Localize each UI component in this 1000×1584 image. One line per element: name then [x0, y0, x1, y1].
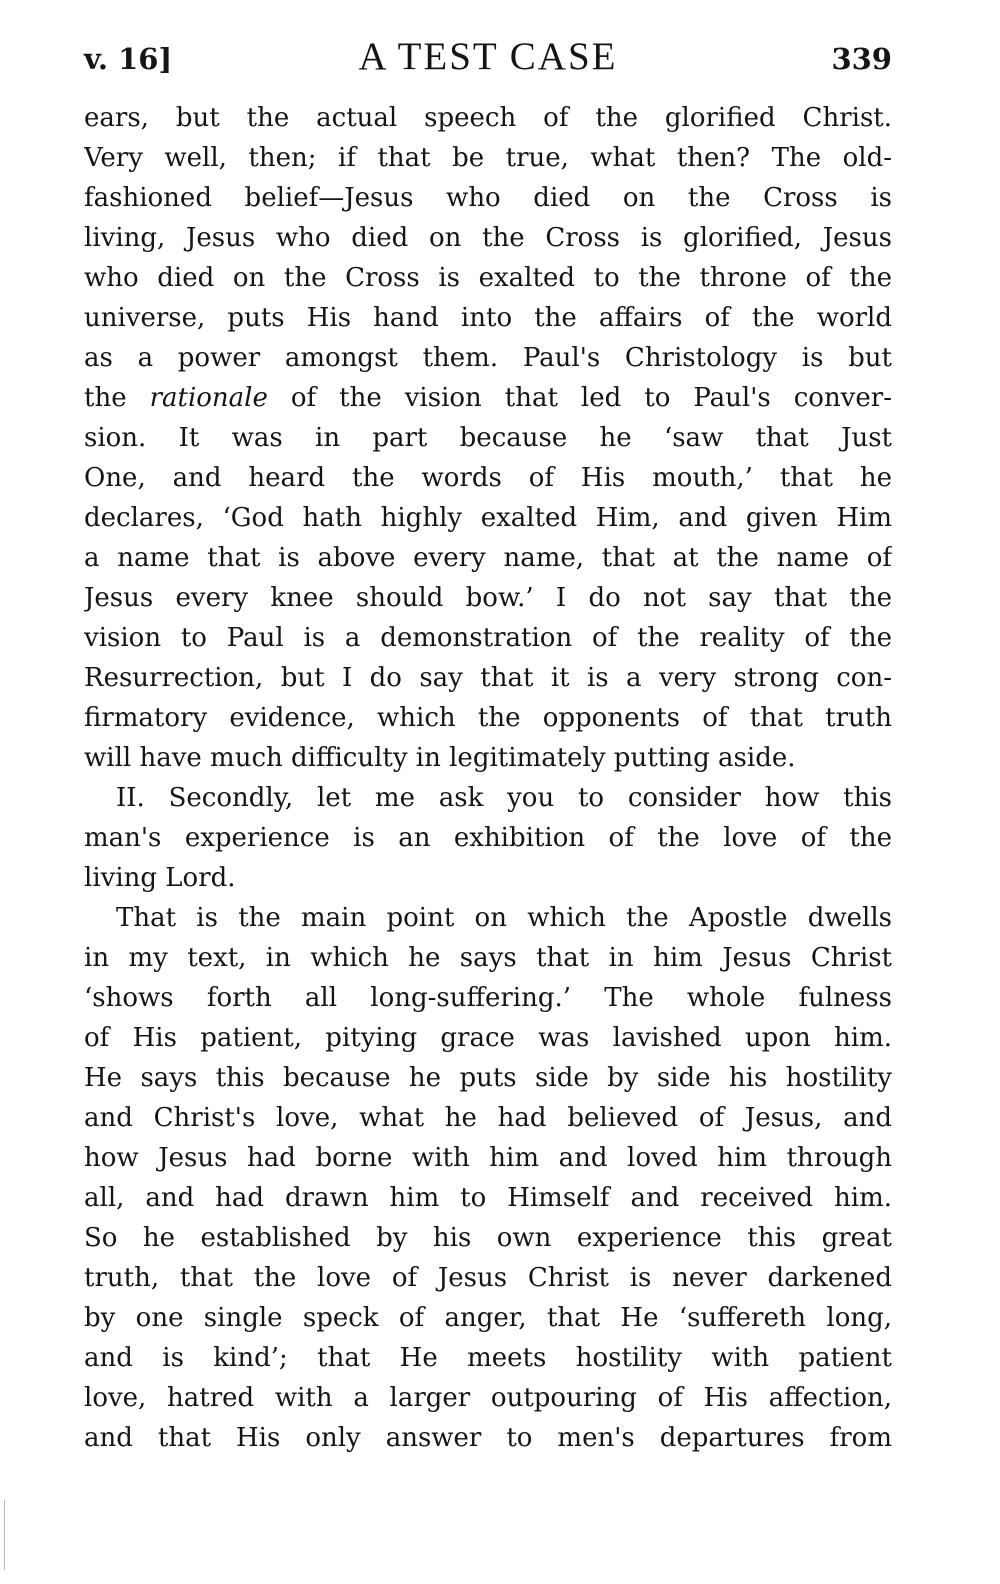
text-line: He says this because he puts side by side his hostility: [84, 1063, 892, 1093]
text-line: how Jesus had borne with him and loved him through: [84, 1143, 892, 1173]
text-line: ears, but the actual speech of the glorified Christ.: [84, 103, 892, 133]
text-line: and is kind’; that He meets hostility with patient: [84, 1343, 892, 1373]
body-text: [84, 98, 892, 1458]
text-line: Resurrection, but I do say that it is a very strong con-: [84, 663, 892, 693]
text-line: vision to Paul is a demonstration of the reality of the: [84, 623, 892, 653]
text-line: all, and had drawn him to Himself and received him.: [84, 1183, 892, 1213]
running-title: A TEST CASE: [358, 35, 618, 78]
text-line: fashioned belief—Jesus who died on the Cross is: [84, 183, 892, 213]
text-line: Jesus every knee should bow.’ I do not say that the: [84, 583, 892, 613]
text-line: That is the main point on which the Apostle dwells: [116, 903, 892, 933]
text-line: and Christ's love, what he had believed of Jesus, and: [84, 1103, 892, 1133]
text-line: will have much difficulty in legitimately putting aside.: [84, 743, 796, 773]
text-line: living Lord.: [84, 863, 236, 893]
text-line-with-italic: [84, 378, 892, 418]
text-line: universe, puts His hand into the affairs of the world: [84, 303, 892, 333]
line-suffix: of the vision that led to Paul's conver-: [267, 383, 892, 413]
page-header: [84, 34, 892, 84]
text-line: who died on the Cross is exalted to the throne of the: [84, 263, 892, 293]
italic-word: rationale: [149, 383, 268, 413]
text-line: as a power amongst them. Paul's Christology is but: [84, 343, 892, 373]
text-line: declares, ‘God hath highly exalted Him, and given Him: [84, 503, 892, 533]
text-line: truth, that the love of Jesus Christ is never darkened: [84, 1263, 892, 1293]
text-line: II. Secondly, let me ask you to consider how this: [116, 783, 892, 813]
text-line: Very well, then; if that be true, what then? The old-: [84, 143, 892, 173]
verse-reference: v. 16]: [84, 42, 173, 76]
text-line: One, and heard the words of His mouth,’ that he: [84, 463, 892, 493]
text-line: So he established by his own experience this great: [84, 1223, 892, 1253]
text-line: sion. It was in part because he ‘saw that Just: [84, 423, 892, 453]
text-line: firmatory evidence, which the opponents of that truth: [84, 703, 892, 733]
page-number: 339: [831, 42, 892, 76]
text-line: and that His only answer to men's departures from: [84, 1423, 892, 1453]
text-line: love, hatred with a larger outpouring of His affection,: [84, 1383, 892, 1413]
text-line: by one single speck of anger, that He ‘suffereth long,: [84, 1303, 892, 1333]
text-line: a name that is above every name, that at the name of: [84, 543, 892, 573]
text-line: man's experience is an exhibition of the love of the: [84, 823, 892, 853]
scan-margin-mark: [4, 1500, 5, 1570]
text-line: living, Jesus who died on the Cross is glorified, Jesus: [84, 223, 892, 253]
text-line: in my text, in which he says that in him Jesus Christ: [84, 943, 892, 973]
text-line: of His patient, pitying grace was lavished upon him.: [84, 1023, 892, 1053]
text-line: ‘shows forth all long-suffering.’ The whole fulness: [84, 983, 892, 1013]
line-prefix: the: [84, 383, 150, 413]
